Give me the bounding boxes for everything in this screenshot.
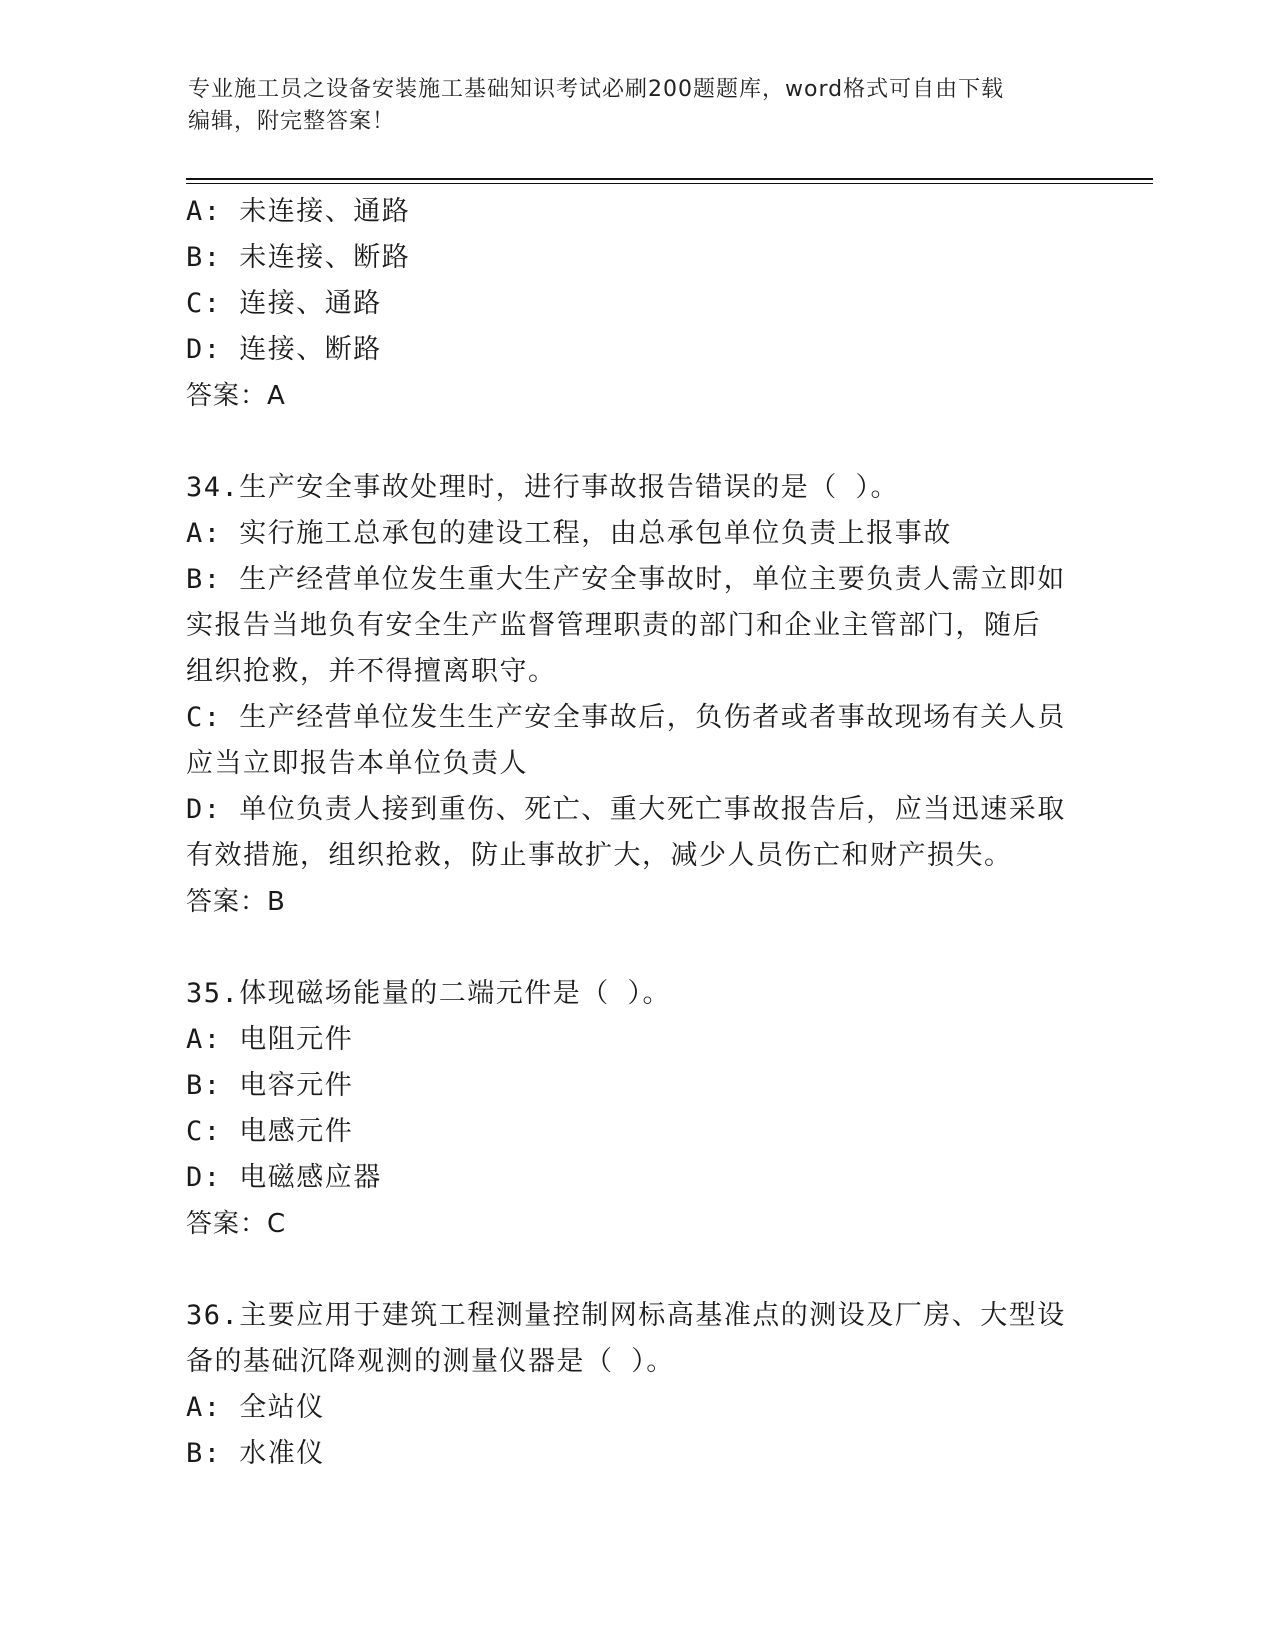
spacer	[186, 1247, 1086, 1293]
question-content	[186, 189, 1086, 1477]
header-title-line-1: 专业施工员之设备安装施工基础知识考试必刷200题题库，word格式可自由下载	[188, 77, 1005, 102]
option-b-continued: 实报告当地负有安全生产监督管理职责的部门和企业主管部门，随后	[186, 610, 1041, 641]
option-c: C: 电感元件	[186, 1116, 354, 1147]
question-text-continued: 备的基础沉降观测的测量仪器是（ ）。	[186, 1346, 675, 1377]
header-divider-thin	[186, 183, 1153, 184]
option-b: B: 未连接、断路	[186, 242, 411, 273]
answer-line: 答案：B	[186, 887, 286, 917]
option-c: C: 生产经营单位发生生产安全事故后，负伤者或者事故现场有关人员	[186, 702, 1066, 733]
option-c-continued: 应当立即报告本单位负责人	[186, 748, 528, 779]
option-a: A: 电阻元件	[186, 1024, 354, 1055]
header-title-line-2: 编辑，附完整答案！	[188, 109, 396, 134]
question-text: 36.主要应用于建筑工程测量控制网标高基准点的测设及厂房、大型设	[186, 1300, 1066, 1331]
option-b: B: 生产经营单位发生重大生产安全事故时，单位主要负责人需立即如	[186, 564, 1066, 595]
option-a: A: 全站仪	[186, 1392, 325, 1423]
option-d: D: 电磁感应器	[186, 1162, 382, 1193]
question-36-block	[186, 1293, 1086, 1477]
document-header	[188, 74, 1088, 138]
header-divider-thick	[186, 178, 1153, 180]
option-d: D: 连接、断路	[186, 334, 382, 365]
question-text: 35.体现磁场能量的二端元件是（ ）。	[186, 978, 672, 1009]
option-d: D: 单位负责人接到重伤、死亡、重大死亡事故报告后，应当迅速采取	[186, 794, 1066, 825]
option-b: B: 水准仪	[186, 1438, 325, 1469]
question-33-block	[186, 189, 1086, 419]
spacer	[186, 419, 1086, 465]
option-b-continued: 组织抢救，并不得擅离职守。	[186, 656, 557, 687]
spacer	[186, 925, 1086, 971]
option-d-continued: 有效措施，组织抢救，防止事故扩大，减少人员伤亡和财产损失。	[186, 840, 1013, 871]
answer-line: 答案：A	[186, 381, 286, 411]
answer-line: 答案：C	[186, 1209, 287, 1239]
option-b: B: 电容元件	[186, 1070, 354, 1101]
option-c: C: 连接、通路	[186, 288, 382, 319]
question-34-block	[186, 465, 1086, 925]
option-a: A: 未连接、通路	[186, 196, 411, 227]
question-35-block	[186, 971, 1086, 1247]
question-text: 34.生产安全事故处理时，进行事故报告错误的是（ ）。	[186, 472, 900, 503]
option-a: A: 实行施工总承包的建设工程，由总承包单位负责上报事故	[186, 518, 952, 549]
